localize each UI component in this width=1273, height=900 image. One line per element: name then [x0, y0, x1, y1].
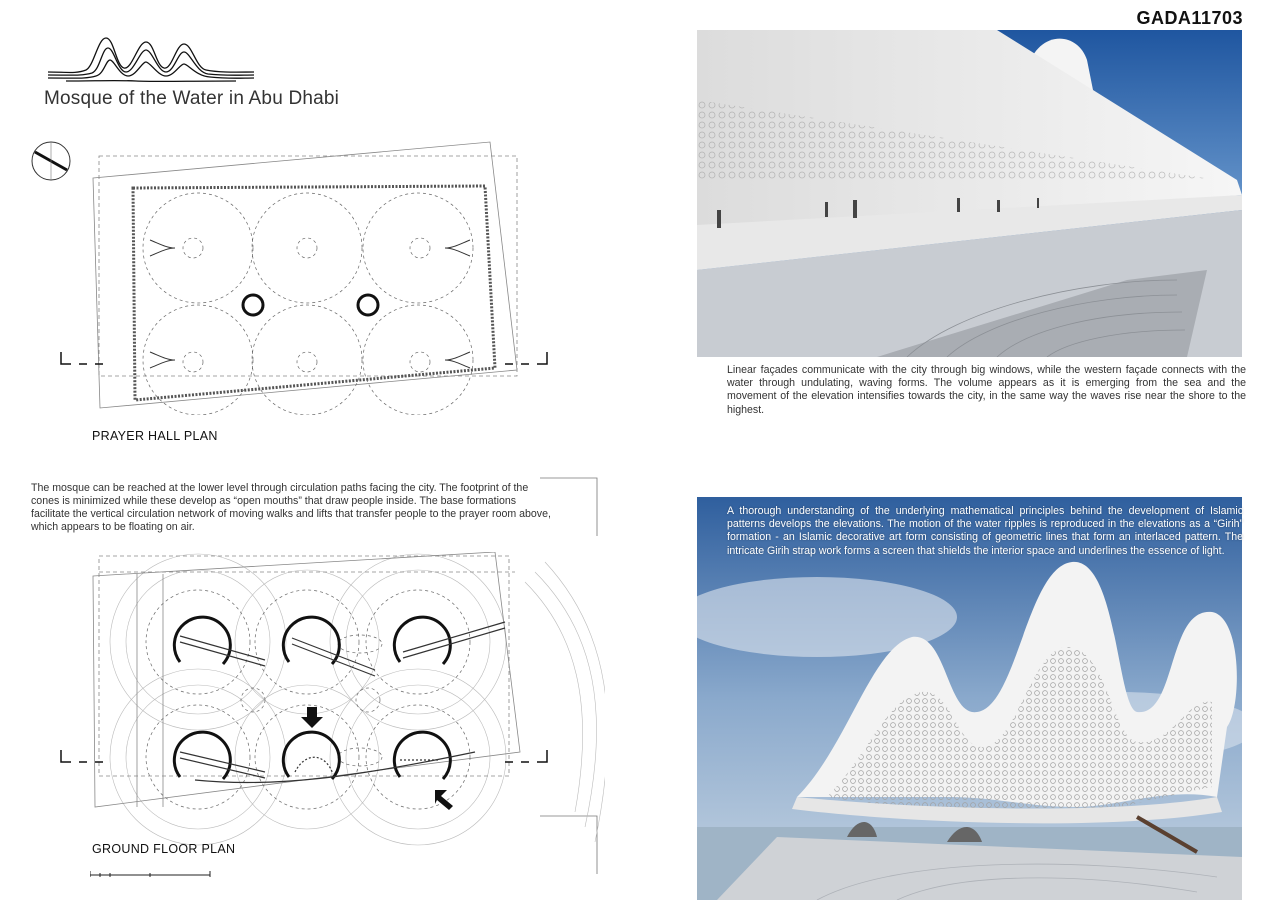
project-title: Mosque of the Water in Abu Dhabi	[44, 88, 340, 109]
scale-bar	[90, 870, 215, 878]
prayer-hall-plan-drawing	[55, 140, 555, 415]
logo-wave-graphic	[46, 34, 256, 86]
facade-corridor-rendering	[697, 30, 1242, 357]
pattern-caption: A thorough understanding of the underlying mathematical principles behind the development of Islamic patterns develops the elevations. The motion of the water ripples is reproduced in the elevations as a “Girih” formation - an Islamic decorative art form consisting of geometric lines that form an interlaced pattern. The intricate Girih strap work forms a screen that shields the interior space and underlines the essence of light.	[727, 505, 1243, 557]
project-code: GADA11703	[1136, 8, 1243, 28]
facade-caption: Linear façades communicate with the city through big windows, while the western façade connects with the water through undulating, waving forms. The volume appears as it is emerging from the sea and the movement of the elevation intensifies towards the city, in the same way the waves rise near the shore to the highest.	[727, 364, 1246, 416]
intro-paragraph: The mosque can be reached at the lower level through circulation paths facing the city. The footprint of the cones is minimized while these develop as “open mouths” that draw people inside. The base formations facilitate the vertical circulation network of moving walks and lifts that transfer people to the prayer room above, which appears to be floating on air.	[31, 482, 551, 533]
ground-floor-plan-drawing	[55, 552, 605, 852]
prayer-hall-plan-label: PRAYER HALL PLAN	[92, 429, 218, 443]
ground-floor-plan-label: GROUND FLOOR PLAN	[92, 842, 236, 856]
